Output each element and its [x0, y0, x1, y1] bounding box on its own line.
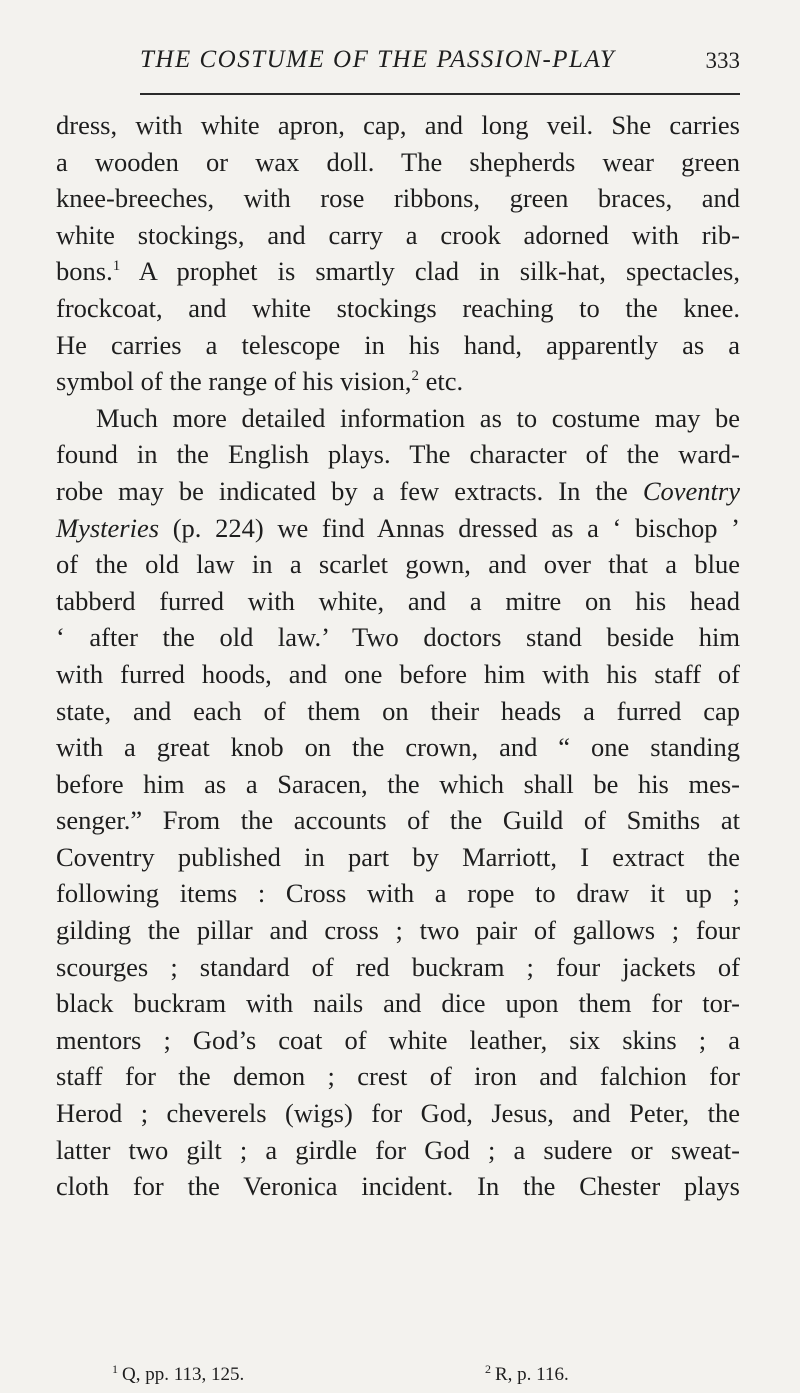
footnote — [485, 1361, 569, 1386]
text-line: robe may be indicated by a few extracts. In the Coventry — [56, 475, 740, 506]
text-line: mentors ; God’s coat of white leather, six skins ; a — [56, 1024, 740, 1055]
text-line: bons.$^1$ A prophet is smartly clad in silk-hat, spectacles, — [56, 256, 740, 287]
text-line: senger.” From the accounts of the Guild of Smiths at — [56, 805, 740, 836]
text-line: frockcoat, and white stockings reaching to the knee. — [56, 292, 740, 323]
text-line: scourges ; standard of red buckram ; four jackets of — [56, 951, 740, 982]
text-line: found in the English plays. The character of the ward- — [56, 439, 740, 470]
text-line: symbol of the range of his vision,$^2$ etc. — [56, 366, 464, 397]
text-line: gilding the pillar and cross ; two pair of gallows ; four — [56, 915, 740, 946]
text-line: with furred hoods, and one before him with his staff of — [56, 658, 740, 689]
text-line: Much more detailed information as to costume may be — [96, 402, 740, 433]
footnote-text: R, p. 116. — [495, 1364, 569, 1385]
body-text — [56, 107, 740, 1205]
text-line: ‘ after the old law.’ Two doctors stand beside him — [56, 622, 740, 653]
text-line: of the old law in a scarlet gown, and over that a blue — [56, 549, 740, 580]
text-line: cloth for the Veronica incident. In the Chester plays — [56, 1171, 740, 1202]
text-line: latter two gilt ; a girdle for God ; a sudere or sweat- — [56, 1134, 740, 1165]
header-rule — [140, 93, 740, 95]
text-line: Herod ; cheverels (wigs) for God, Jesus, and Peter, the — [56, 1098, 740, 1129]
footnote-mark: 1 — [112, 1361, 118, 1376]
text-line: staff for the demon ; crest of iron and falchion for — [56, 1061, 740, 1092]
page-number: 333 — [705, 48, 740, 73]
text-line: Coventry published in part by Marriott, I extract the — [56, 841, 740, 872]
text-line: with a great knob on the crown, and “ one standing — [56, 732, 740, 763]
text-line: He carries a telescope in his hand, apparently as a — [56, 329, 740, 360]
text-line: a wooden or wax doll. The shepherds wear green — [56, 146, 740, 177]
footnote — [112, 1361, 245, 1386]
footnote-text: Q, pp. 113, 125. — [122, 1364, 245, 1385]
text-line: following items : Cross with a rope to draw it up ; — [56, 878, 740, 909]
footnote-mark: 2 — [485, 1361, 491, 1376]
footnotes — [0, 1361, 800, 1388]
text-line: dress, with white apron, cap, and long veil. She carries — [56, 110, 740, 140]
text-line: before him as a Saracen, the which shall be his mes- — [56, 768, 740, 799]
footnote-ref: 2 — [411, 368, 419, 385]
text-line: Mysteries (p. 224) we find Annas dressed as a ‘ bischop ’ — [56, 512, 740, 543]
text-line: knee-breeches, with rose ribbons, green braces, and — [56, 183, 740, 214]
text-line: black buckram with nails and dice upon them for tor- — [56, 988, 740, 1019]
running-title: THE COSTUME OF THE PASSION-PLAY — [140, 46, 616, 73]
running-head — [140, 46, 740, 86]
text-line: white stockings, and carry a crook adorned with rib- — [56, 219, 740, 250]
text-line: state, and each of them on their heads a furred cap — [56, 695, 740, 726]
footnote-ref: 1 — [112, 258, 121, 275]
text-line: tabberd furred with white, and a mitre on his head — [56, 585, 740, 616]
